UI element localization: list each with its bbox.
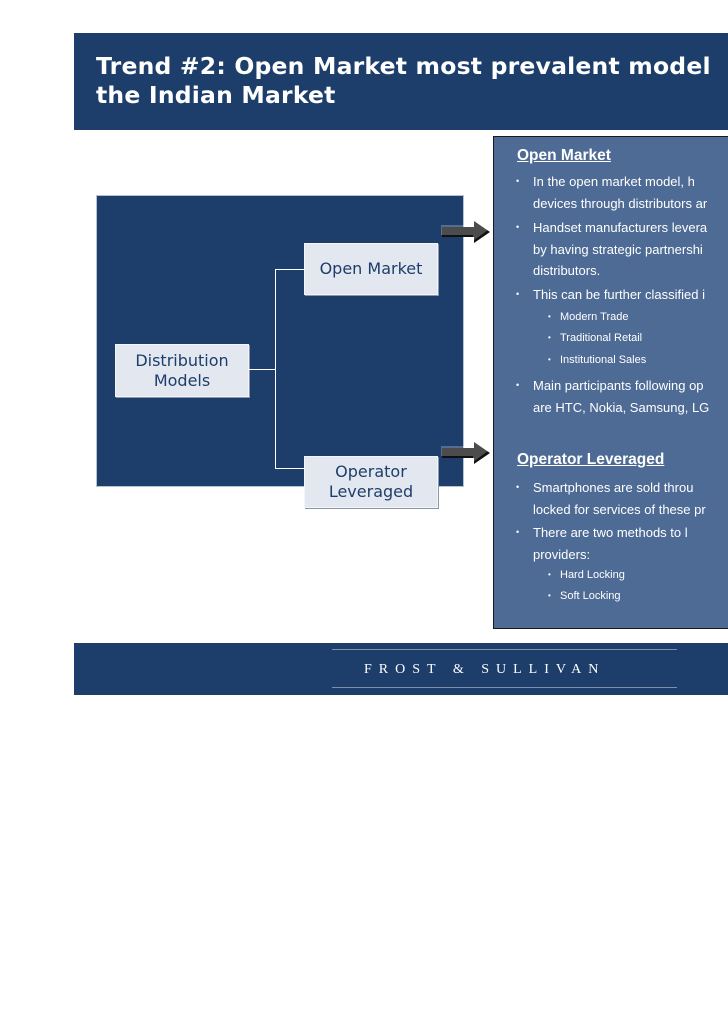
- bullet-icon: •: [548, 570, 551, 579]
- sub-list-item: • Institutional Sales: [548, 354, 647, 366]
- connector-operator-leveraged: [275, 468, 304, 469]
- distribution-models-node: Distribution Models: [115, 344, 249, 397]
- details-panel: Open Market • In the open market model, h devices through distributors ar • Handset manufacturers levera by having strategic partnershi distributors. • This can be further classified i • Modern Trade • Traditional Retail • Institutional Sales • Main participants following op are HTC, Nokia, Samsung, LG Operator Leveraged • Smartphones are sold throu locked for services of these pr • There are two methods to l providers: • Hard Locking • Soft Locking: [493, 136, 728, 629]
- distribution-diagram: [96, 195, 464, 501]
- bullet-icon: •: [516, 222, 520, 232]
- arrow-right-icon: [440, 440, 496, 466]
- bullet-icon: •: [516, 482, 520, 492]
- footer-bar: [74, 643, 728, 695]
- bullet-icon: •: [548, 333, 551, 342]
- connector-open-market: [275, 269, 304, 270]
- frost-sullivan-logo: FROST & SULLIVAN: [364, 662, 606, 677]
- bullet-icon: •: [516, 289, 520, 299]
- connector-root: [249, 369, 275, 370]
- open-market-heading: Open Market: [517, 147, 611, 164]
- bullet-icon: •: [516, 380, 520, 390]
- open-market-node: Open Market: [304, 243, 438, 295]
- sub-list-item: • Soft Locking: [548, 590, 621, 602]
- operator-leveraged-heading: Operator Leveraged: [517, 451, 665, 468]
- bullet-icon: •: [516, 527, 520, 537]
- bullet-icon: •: [548, 355, 551, 364]
- slide: [74, 33, 728, 695]
- operator-leveraged-node: Operator Leveraged: [304, 456, 438, 508]
- title-bar: [74, 33, 728, 130]
- connector-trunk: [275, 269, 276, 469]
- sub-list-item: • Modern Trade: [548, 311, 629, 323]
- bullet-icon: •: [548, 591, 551, 600]
- bullet-icon: •: [548, 312, 551, 321]
- arrow-right-icon: [440, 219, 496, 245]
- sub-list-item: • Hard Locking: [548, 569, 625, 581]
- logo-rule-top: [332, 649, 677, 650]
- slide-title: Trend #2: Open Market most prevalent model the Indian Market: [96, 52, 711, 109]
- sub-list-item: • Traditional Retail: [548, 332, 643, 344]
- bullet-icon: •: [516, 176, 520, 186]
- logo-rule-bottom: [332, 687, 677, 688]
